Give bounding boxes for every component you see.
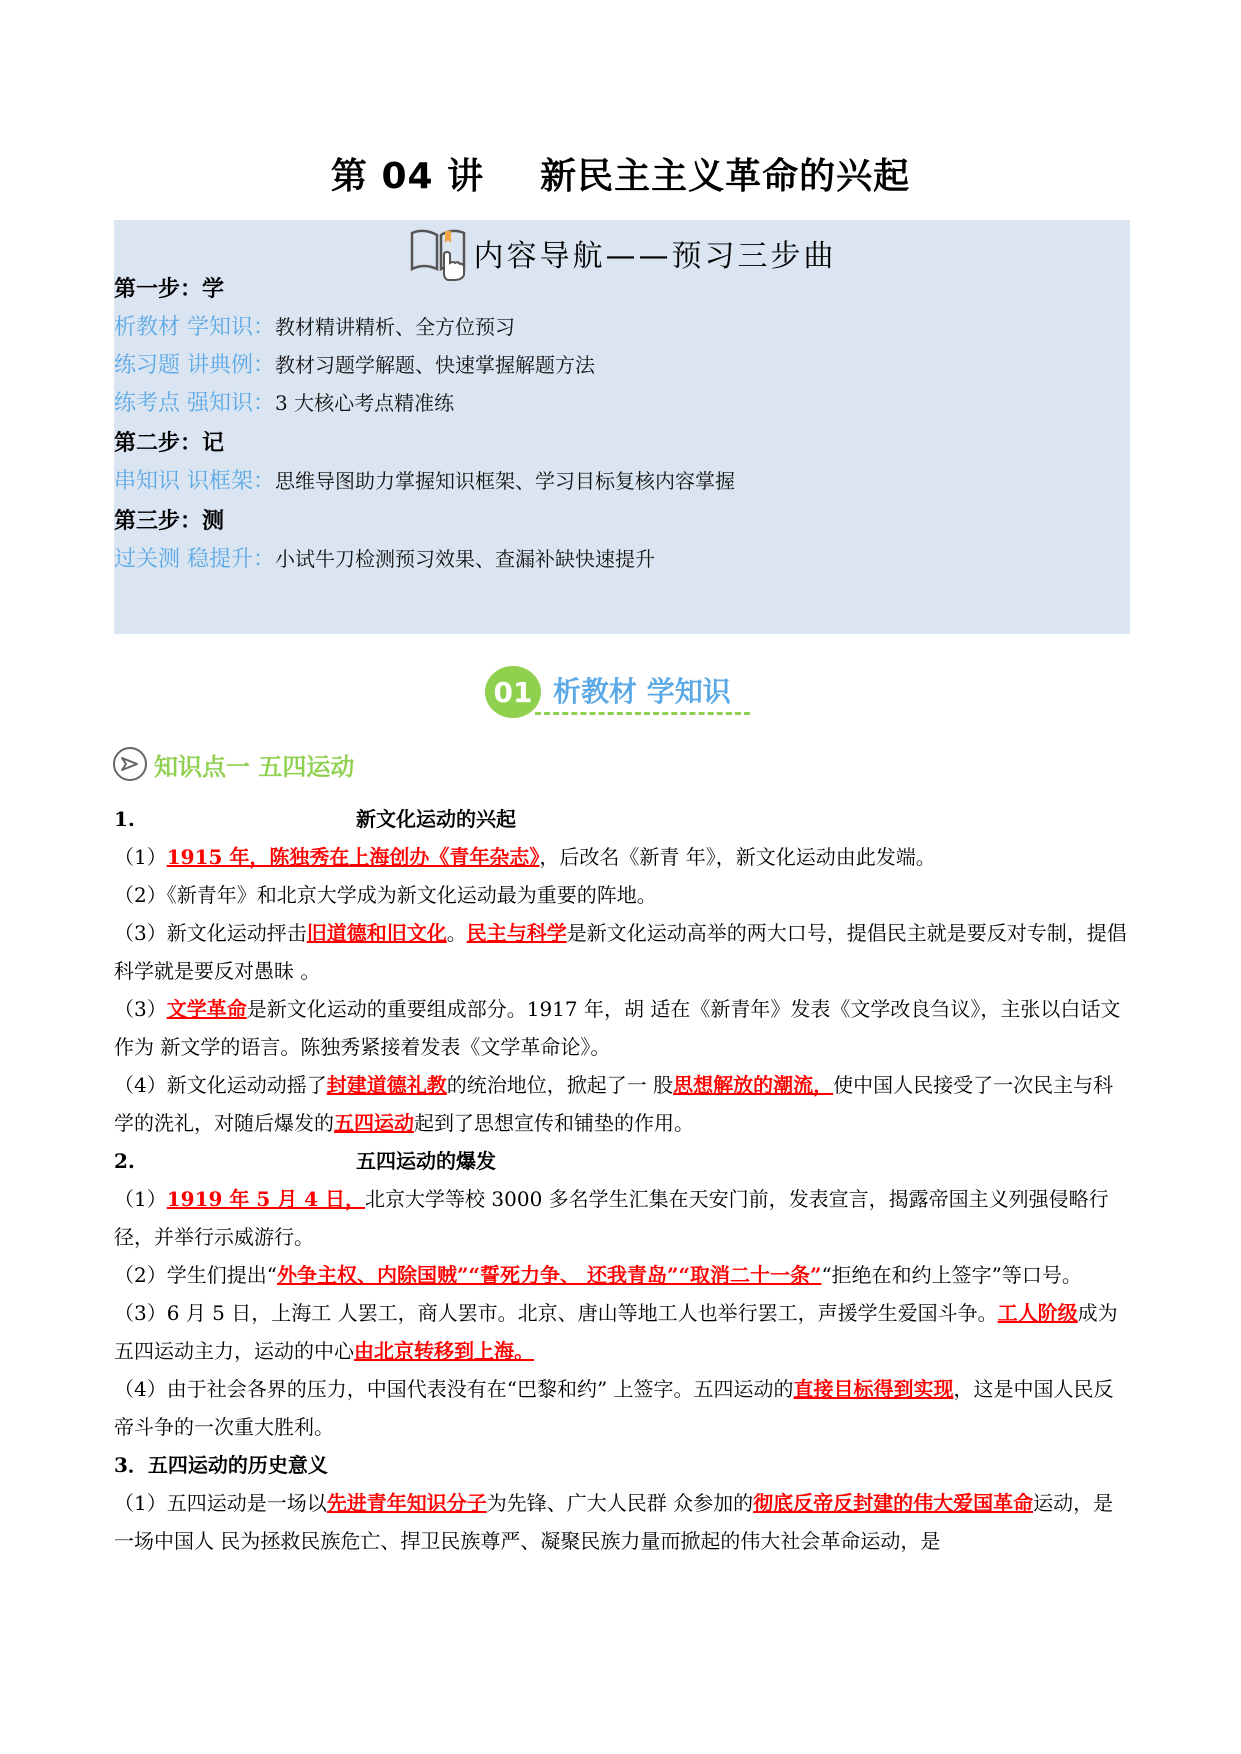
text: ，后改名《新青 年》，新文化运动由此发端。 [539, 845, 936, 869]
book-pointer-icon [408, 225, 470, 281]
text: 五四运动是一场以 [166, 1491, 327, 1515]
key-point: 文学革命 [166, 997, 247, 1021]
paragraph [114, 990, 1130, 1066]
paragraph [114, 1294, 1130, 1370]
paragraph [114, 876, 1130, 914]
key-point: 1919 年 5 月 4 日， [166, 1187, 366, 1211]
lecture-topic: 新民主主义革命的兴起 [540, 156, 911, 197]
text: 为先锋、广大人民群 众参加的 [486, 1491, 754, 1515]
step-three-label: 第三步：测 [114, 509, 225, 534]
item-number: （3） [114, 921, 167, 945]
knowledge-point-title: 知识点一 五四运动 [154, 752, 355, 781]
text: ，这是中国人民反帝斗争的一次重大胜利。 [114, 1377, 1114, 1439]
item-number: （1） [114, 1491, 167, 1515]
text: 成为五四运动主力，运动的中心 [114, 1301, 1118, 1363]
key-point: 外争主权、内除国贼”“誓死力争、 还我青岛”“取消二十一条” [276, 1263, 822, 1287]
text: 《新青年》和北京大学成为新文化运动最为重要的阵地。 [166, 883, 657, 907]
text: 北京大学等校 3000 多名学生汇集在天安门前，发表宣言，揭露帝国主义列强侵略行径，并举行示威游行。 [114, 1187, 1109, 1249]
text: 是新文化运动高举的两大口号，提倡民主就是要反对专制，提倡科学就是要反对愚昧 。 [114, 921, 1127, 983]
nav-row-test [114, 542, 655, 573]
item-number: （4） [114, 1377, 167, 1401]
item-number: （1） [114, 1187, 167, 1211]
paragraph [114, 838, 1130, 876]
subsection-title: 新文化运动的兴起 [356, 807, 516, 831]
key-point: 直接目标得到实现 [793, 1377, 954, 1401]
nav-row-study [114, 310, 515, 341]
arrow-circle-icon [112, 746, 148, 782]
text: 学生们提出“ [166, 1263, 277, 1287]
item-number: （2） [114, 883, 167, 907]
text: 的统治地位，掀起了一 股 [446, 1073, 674, 1097]
paragraph [114, 1370, 1130, 1446]
text: 。 [446, 921, 467, 945]
nav-row-label: 串知识 识框架： [114, 469, 275, 494]
paragraph [114, 1256, 1130, 1294]
key-point: 思想解放的潮流， [673, 1073, 834, 1097]
nav-row-label: 练考点 强知识： [114, 391, 275, 416]
nav-row-framework [114, 464, 735, 495]
paragraph [114, 1484, 1130, 1560]
subsection-title: 五四运动的爆发 [356, 1149, 496, 1173]
knowledge-point-heading [112, 744, 354, 784]
nav-row-label: 析教材 学知识： [114, 315, 275, 340]
key-point: 工人阶级 [997, 1301, 1078, 1325]
nav-row-desc: 教材习题学解题、快速掌握解题方法 [275, 353, 595, 377]
key-point: 封建道德礼教 [326, 1073, 447, 1097]
key-point: 五四运动 [334, 1111, 414, 1135]
section-badge [485, 662, 765, 722]
text: 使中国人民接受了一次民主与科学的洗礼，对随后爆发的 [114, 1073, 1114, 1135]
article-body [114, 800, 1130, 1560]
paragraph [114, 1066, 1130, 1142]
paragraph [114, 914, 1130, 990]
text: 是新文化运动的重要组成部分。1917 年，胡 适在《新青年》发表《文学改良刍议》，主张以白话文作为 新文学的语言。陈独秀紧接着发表《文学革命论》。 [114, 997, 1121, 1059]
subsection-heading [114, 800, 1130, 838]
page-title [0, 148, 1241, 199]
subsection-heading [114, 1142, 1130, 1180]
key-point: 彻底反帝反封建的伟大爱国革命 [753, 1491, 1034, 1515]
section-label: 析教材 学知识 [553, 675, 731, 708]
text: 新文化运动动摇了 [166, 1073, 327, 1097]
item-number: （1） [114, 845, 167, 869]
key-point: 先进青年知识分子 [326, 1491, 487, 1515]
key-point: 由北京转移到上海。 [354, 1339, 534, 1363]
key-point: 民主与科学 [466, 921, 567, 945]
nav-header [114, 220, 1130, 286]
key-point: 1915 年，陈独秀在上海创办《青年杂志》 [166, 845, 540, 869]
nav-row-desc: 小试牛刀检测预习效果、查漏补缺快速提升 [275, 547, 655, 571]
subsection-heading: 3．五四运动的历史意义 [114, 1453, 328, 1477]
step-two-label: 第二步：记 [114, 431, 225, 456]
text: 运动，是一场中国人 民为拯救民族危亡、捍卫民族尊严、凝聚民族力量而掀起的伟大社会革命运动，是 [114, 1491, 1114, 1553]
nav-row-desc: 教材精讲精析、全方位预习 [275, 315, 515, 339]
item-number: （4） [114, 1073, 167, 1097]
text: “拒绝在和约上签字”等口号。 [821, 1263, 1082, 1287]
section-number: 01 [485, 666, 541, 718]
item-number: （3） [114, 1301, 167, 1325]
key-point: 旧道德和旧文化 [306, 921, 447, 945]
item-number: （2） [114, 1263, 167, 1287]
lecture-number: 第 04 讲 [330, 156, 485, 197]
nav-row-label: 练习题 讲典例： [114, 353, 275, 378]
subsection-number: 1. [114, 807, 135, 831]
paragraph [114, 1180, 1130, 1256]
item-number: （3） [114, 997, 167, 1021]
nav-row-exam-points [114, 386, 454, 417]
text: 新文化运动抨击 [166, 921, 307, 945]
text: 由于社会各界的压力，中国代表没有在“巴黎和约” 上签字。五四运动的 [166, 1377, 794, 1401]
nav-row-practice [114, 348, 595, 379]
nav-header-title: 内容导航——预习三步曲 [473, 239, 837, 274]
text: 6 月 5 日，上海工 人罢工，商人罢市。北京、唐山等地工人也举行罢工，声援学生爱国斗争。 [166, 1301, 998, 1325]
content-navigation-box [114, 220, 1130, 634]
text: 起到了思想宣传和铺垫的作用。 [414, 1111, 694, 1135]
step-one-label: 第一步：学 [114, 277, 225, 302]
nav-row-desc: 思维导图助力掌握知识框架、学习目标复核内容掌握 [275, 469, 735, 493]
nav-row-desc: 3 大核心考点精准练 [275, 391, 455, 415]
section-divider [535, 712, 750, 715]
subsection-number: 2. [114, 1149, 135, 1173]
nav-row-label: 过关测 稳提升： [114, 547, 275, 572]
